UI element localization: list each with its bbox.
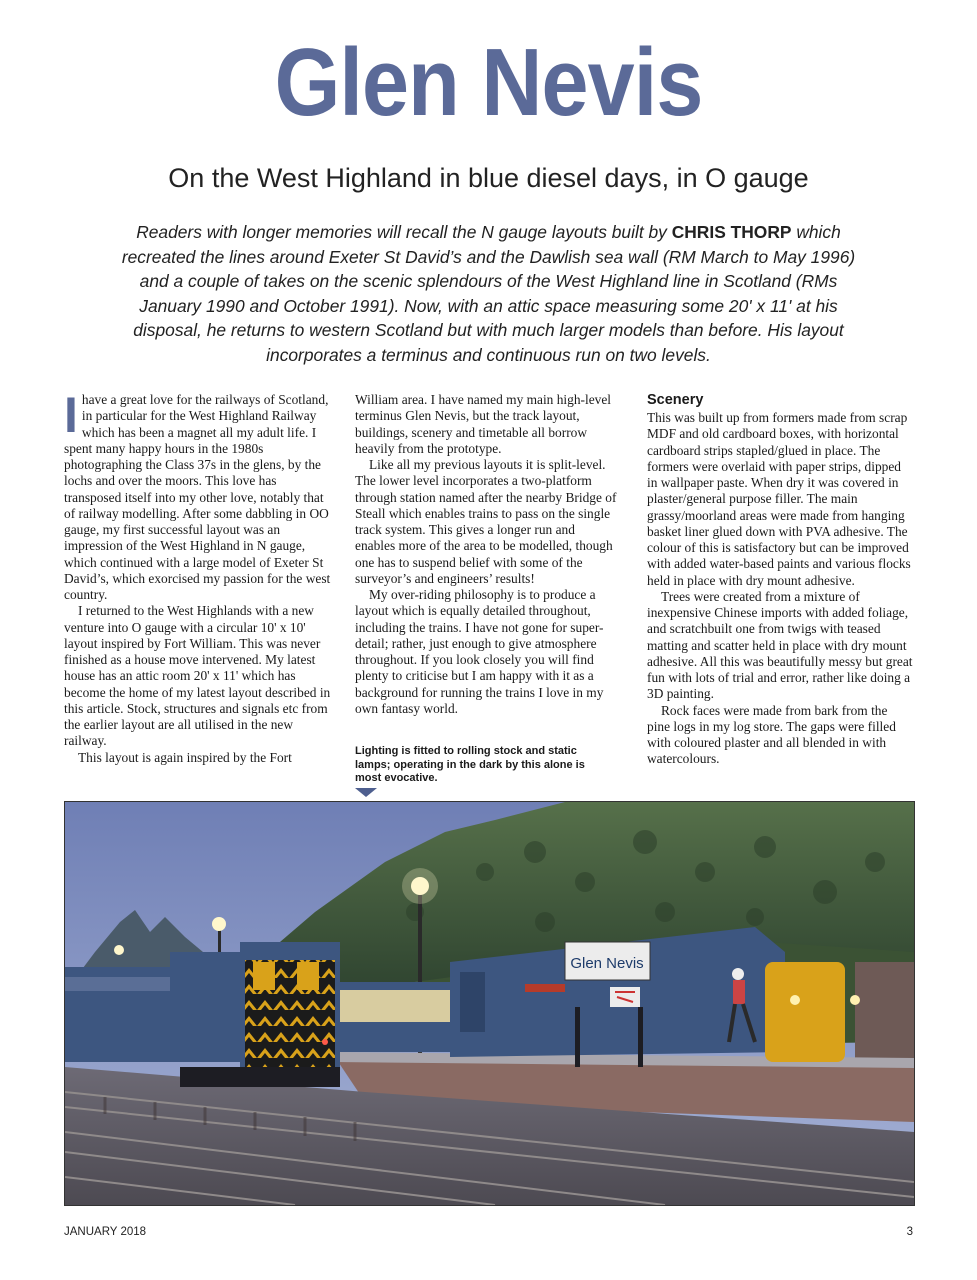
paragraph: This layout is again inspired by the Fort	[78, 749, 292, 765]
body-column-1	[64, 387, 336, 766]
body-column-2	[355, 392, 618, 717]
author-name: CHRIS THORP	[671, 222, 792, 242]
section-heading: Scenery	[647, 392, 704, 408]
layout-photo	[64, 801, 915, 1206]
paragraph: This was built up from formers made from scrap MDF and old cardboard boxes, with horizontal cardboard strips stapled/glued in place. The formers were overlaid with paper strips, dipped in wallpaper paste. When dry it was covered in plaster/general purpose filler. The main grassy/moorland areas were made from hanging basket liner glued down with PVA adhesive. The colour of this is satisfactory but can be improved with added water-based paints and various flocks held in place with dry mount adhesive.	[647, 410, 911, 588]
standfirst-rest: which recreated the lines around Exeter St David’s and the Dawlish sea wall (RM March to May 1996) and a couple of takes on the scenic splendours of the West Highland line in Scotland (RMs January 1990 and October 1991). Now, with an attic space measuring some 20' x 11' at his disposal, he returns to western Scotland but with much larger models than before. His layout incorporates a terminus and continuous run on two levels.	[121, 222, 856, 365]
drop-cap: I	[64, 387, 78, 443]
paragraph: William area. I have named my main high-level terminus Glen Nevis, but the track layout, buildings, scenery and timetable all borrow heavily from the prototype.	[355, 392, 612, 456]
photo-caption: Lighting is fitted to rolling stock and static lamps; operating in the dark by this alone is most evocative.	[355, 745, 585, 784]
paragraph: Trees were created from a mixture of inexpensive Chinese imports with added foliage, and scratchbuilt one from twigs with teased matting and scatter held in place with dry mount adhesive. All this was beautifully messy but great fun with lots of trial and error, rather like doing a 3D painting.	[647, 588, 913, 702]
article-subtitle: On the West Highland in blue diesel days, in O gauge	[168, 163, 809, 193]
paragraph	[64, 387, 336, 603]
paragraph: My over-riding philosophy is to produce a layout which is equally detailed throughout, including the trains. I have not gone for super-detail; rather, just enough to give atmosphere throughout. If you look closely you will find plenty to criticise but I am happy with it as a background for running the trains I love in my own fantasy world.	[355, 587, 604, 716]
article-title: Glen Nevis	[274, 29, 703, 136]
standfirst-intro: Readers with longer memories will recall the N gauge layouts built by	[136, 222, 672, 242]
railway-scene-illustration	[65, 802, 914, 1205]
paragraph-text: have a great love for the railways of Scotland, in particular for the West Highland Railway which has been a magnet all my adult life. I spent many happy hours in the 1980s photographing the Class 37s in the glens, by the lochs and over the moors. This love has transposed itself into my other love, notably that of railway modelling. After some dabbling in OO gauge, my first successful layout was an impression of the West Highland in N gauge, which continued with a large model of Exeter St David’s, which exorcised my passion for the west country.	[64, 392, 331, 602]
caption-pointer-icon	[355, 788, 377, 797]
paragraph: Rock faces were made from bark from the pine logs in my log store. The gaps were filled with coloured plaster and all blended in with watercolours.	[647, 702, 896, 767]
issue-date: JANUARY 2018	[64, 1226, 147, 1238]
paragraph: I returned to the West Highlands with a new venture into O gauge with a circular 10' x 10' layout inspired by Fort William. This was never finished as a house move intervened. My latest house has an attic room 20' x 11' which has become the home of my latest layout described in this article. Stock, structures and signals etc from the earlier layout are all utilised in the new railway.	[64, 603, 331, 749]
body-column-3	[647, 392, 913, 768]
station-sign-text: Glen Nevis	[570, 955, 644, 972]
paragraph: Like all my previous layouts it is split-level. The lower level incorporates a two-platform through station named after the nearby Bridge of Steall which enables trains to pass on the single track system. This gives a longer run and enables more of the area to be modelled, though one has to suspend belief with some of the surveyor’s and engineers’ results!	[355, 457, 617, 586]
standfirst	[112, 220, 865, 368]
page-number: 3	[906, 1226, 913, 1238]
